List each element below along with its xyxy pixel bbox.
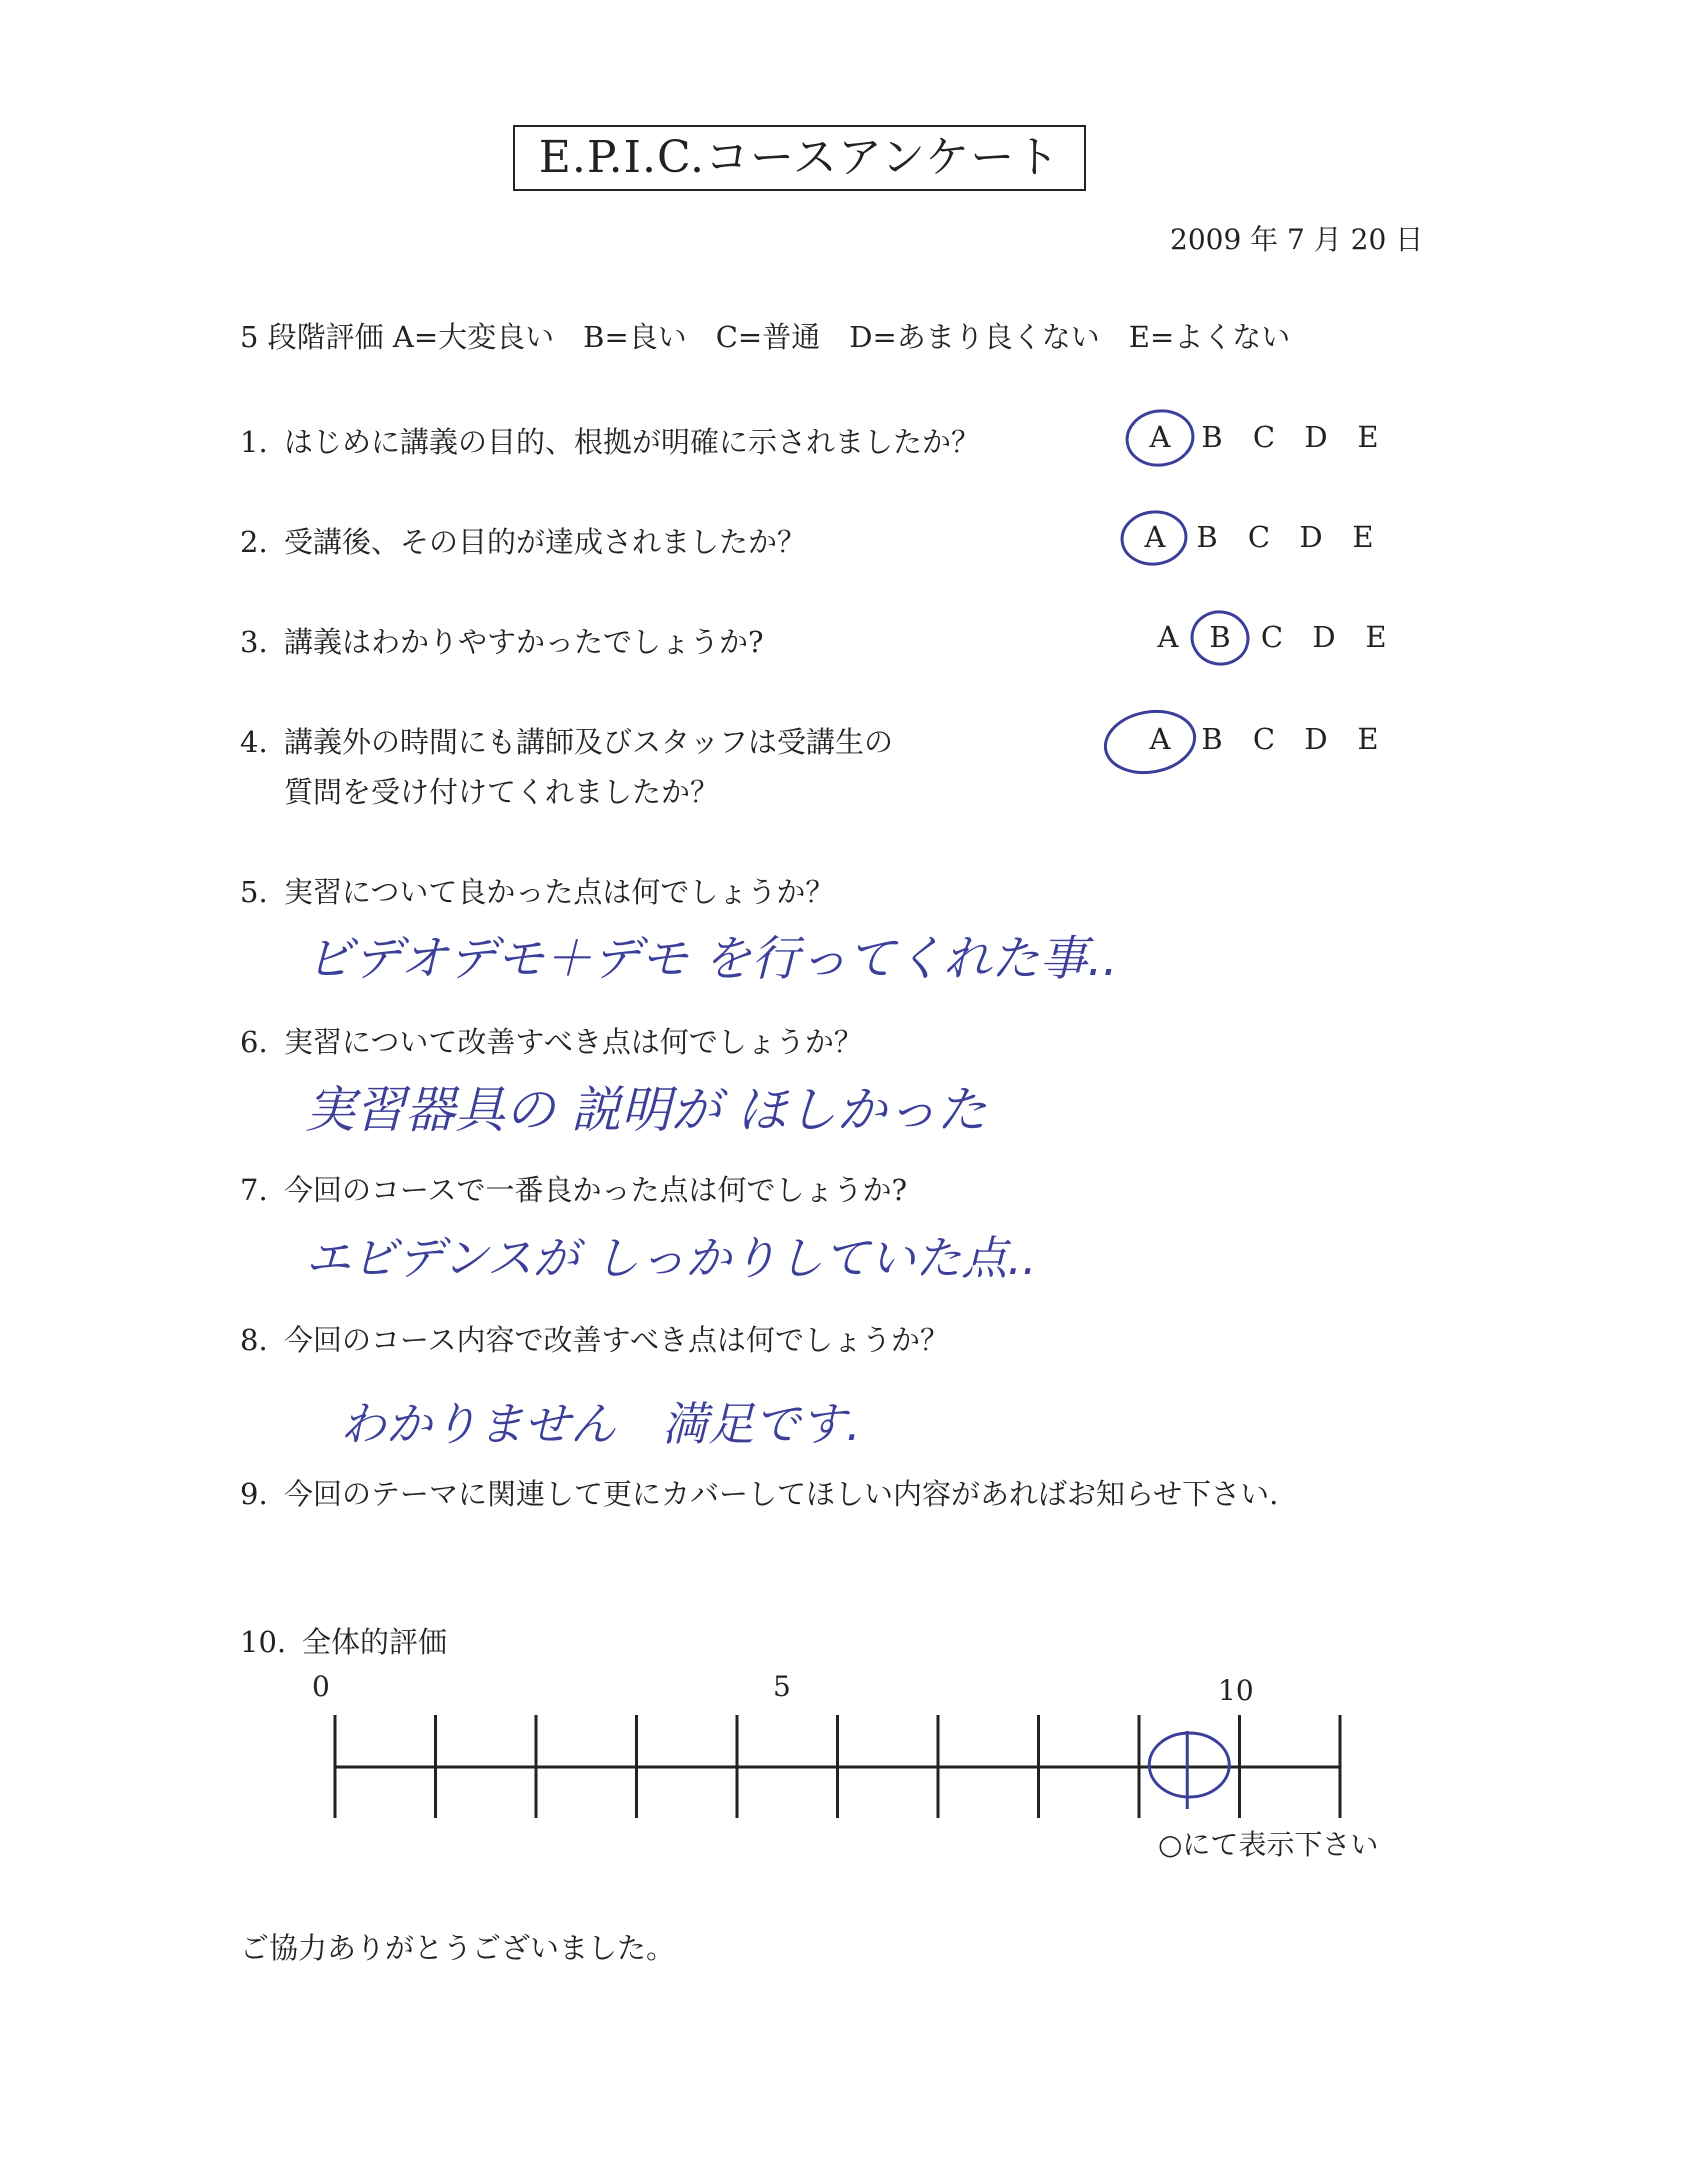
answer-5-handwriting: ビデオデモ＋デモ を行ってくれた事.. (305, 931, 1118, 987)
q1-selected-circle (1124, 407, 1197, 470)
option-a[interactable]: A (1144, 520, 1166, 554)
question-6 (240, 1020, 863, 1061)
question-text: 今回のテーマに関連して更にカバーしてほしい内容があればお知らせ下さい. (284, 1477, 1279, 1511)
option-d[interactable]: D (1304, 420, 1328, 454)
option-a[interactable]: A (1157, 620, 1179, 654)
question-4-line-2: 質問を受け付けてくれましたか？ (284, 775, 720, 809)
question-text: はじめに講義の目的、根拠が明確に示されましたか？ (284, 425, 981, 459)
question-number: 6. (240, 1025, 268, 1059)
option-b[interactable]: B (1209, 620, 1231, 654)
option-e[interactable]: E (1365, 620, 1387, 654)
overall-rating-scale[interactable] (300, 1700, 1400, 1830)
question-text: 今回のコース内容で改善すべき点は何でしょうか？ (284, 1323, 949, 1357)
question-5 (240, 870, 834, 911)
option-e[interactable]: E (1352, 520, 1374, 554)
question-number: 4. (240, 725, 268, 759)
scale-instruction: ○にて表示下さい (1158, 1828, 1379, 1861)
question-7 (240, 1168, 907, 1209)
answer-8-handwriting: わかりません 満足です. (340, 1397, 861, 1451)
question-8 (240, 1318, 949, 1359)
question-number: 8. (240, 1323, 268, 1357)
option-d[interactable]: D (1312, 620, 1336, 654)
answer-6-handwriting: 実習器具の 説明が ほしかった (305, 1081, 987, 1139)
scale-tick-label-10: 10 (1218, 1674, 1254, 1707)
option-b[interactable]: B (1201, 722, 1223, 756)
option-b[interactable]: B (1196, 520, 1218, 554)
option-e[interactable]: E (1357, 420, 1379, 454)
option-e[interactable]: E (1357, 722, 1379, 756)
scale-tick-label-5: 5 (773, 1670, 791, 1703)
question-10 (240, 1620, 447, 1661)
option-c[interactable]: C (1252, 722, 1276, 756)
option-c[interactable]: C (1260, 620, 1284, 654)
question-number: 1. (240, 425, 268, 459)
question-text: 今回のコースで一番良かった点は何でしょうか? (284, 1173, 908, 1207)
overall-selected-circle (1149, 1733, 1229, 1797)
question-number: 5. (240, 875, 268, 909)
q3-selected-circle (1188, 608, 1252, 669)
option-b[interactable]: B (1201, 420, 1223, 454)
question-text: 講義はわかりやすかったでしょうか? (284, 625, 764, 659)
scale-tick-label-0: 0 (312, 1670, 330, 1703)
answer-7-handwriting: エビデンスが しっかりしていた点.. (305, 1231, 1037, 1285)
question-number: 9. (240, 1477, 268, 1511)
question-9 (240, 1472, 1278, 1513)
question-number: 2. (240, 525, 268, 559)
option-a[interactable]: A (1149, 722, 1171, 756)
form-title: E.P.I.C.コースアンケート (513, 125, 1086, 191)
survey-date: 2009 年 7 月 20 日 (1170, 223, 1424, 256)
question-text: 実習について良かった点は何でしょうか？ (284, 875, 835, 909)
q2-selected-circle (1119, 509, 1188, 567)
option-c[interactable]: C (1252, 420, 1276, 454)
closing-thanks: ご協力ありがとうございました。 (240, 1931, 676, 1965)
question-text: 実習について改善すべき点は何でしょうか？ (284, 1025, 863, 1059)
rating-scale-legend: 5 段階評価 A=大変良い B=良い C=普通 D=あまり良くない E=よくない (240, 320, 1291, 354)
q4-selected-circle (1100, 705, 1199, 780)
question-text: 受講後、その目的が達成されましたか？ (284, 525, 807, 559)
option-a[interactable]: A (1149, 420, 1171, 454)
option-c[interactable]: C (1247, 520, 1271, 554)
option-d[interactable]: D (1304, 722, 1328, 756)
question-number: 10. (240, 1625, 287, 1659)
question-text: 講義外の時間にも講師及びスタッフは受講生の (284, 725, 894, 759)
question-number: 7. (240, 1173, 268, 1207)
question-number: 3. (240, 625, 268, 659)
question-text: 全体的評価 (302, 1625, 448, 1659)
option-d[interactable]: D (1299, 520, 1323, 554)
